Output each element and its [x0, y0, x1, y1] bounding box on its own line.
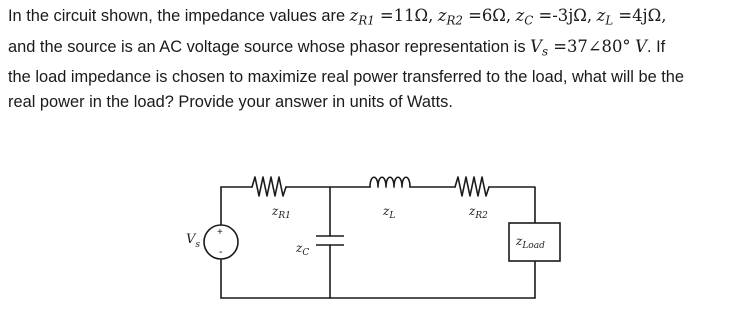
zl-value: =4jΩ,	[613, 6, 667, 25]
question-line-2-text: and the source is an AC voltage source whose phasor representation is	[8, 37, 526, 56]
resistor-zr1	[252, 177, 286, 196]
zc-symbol: z	[515, 6, 525, 25]
zl-subscript: L	[605, 13, 614, 28]
label-vs-sub: s	[195, 240, 201, 250]
zr1-value: =11Ω,	[374, 6, 434, 25]
label-zc-sub: C	[302, 248, 310, 258]
label-zr1	[271, 204, 291, 221]
zc-subscript: C	[524, 13, 534, 28]
label-zl-sub: L	[389, 211, 396, 221]
label-zr1-main: z	[272, 204, 279, 218]
vs-unit: V	[635, 36, 647, 56]
label-vs	[186, 232, 200, 250]
label-zc-main: z	[296, 241, 303, 255]
vs-value: =37∠80°	[548, 36, 631, 56]
label-vs-main: V	[186, 232, 196, 247]
label-zr2-main: z	[469, 204, 476, 218]
label-zr2-sub: R2	[475, 211, 488, 221]
zl-symbol: z	[596, 6, 606, 25]
label-zload-sub: Load	[522, 241, 545, 251]
question-intro: In the circuit shown, the impedance values are	[8, 7, 346, 25]
label-zc	[295, 241, 309, 258]
zr2-subscript: R2	[446, 13, 463, 28]
question-line-4: real power in the load? Provide your answer in units of Watts.	[8, 93, 453, 112]
wire-top-right	[489, 187, 535, 223]
zc-value: =-3jΩ,	[533, 6, 593, 25]
inductor-zl	[370, 177, 410, 187]
source-minus-sign: -	[219, 246, 223, 258]
source-plus-sign: +	[217, 227, 223, 238]
label-zr2	[468, 204, 488, 221]
question-line-2-end: . If	[647, 37, 666, 56]
label-zl	[382, 204, 395, 221]
vs-symbol: V	[530, 36, 542, 56]
zr2-symbol: z	[437, 6, 447, 25]
question-line-3: the load impedance is chosen to maximize real power transferred to the load, what will be the	[8, 67, 685, 86]
resistor-zr2	[455, 177, 489, 196]
vs-subscript: s	[541, 44, 548, 59]
zr1-subscript: R1	[358, 13, 375, 28]
label-zl-main: z	[383, 204, 390, 218]
zr1-symbol: z	[349, 6, 359, 25]
zr2-value: =6Ω,	[462, 6, 512, 25]
label-zload-main: z	[516, 234, 523, 248]
label-zr1-sub: R1	[278, 211, 291, 221]
